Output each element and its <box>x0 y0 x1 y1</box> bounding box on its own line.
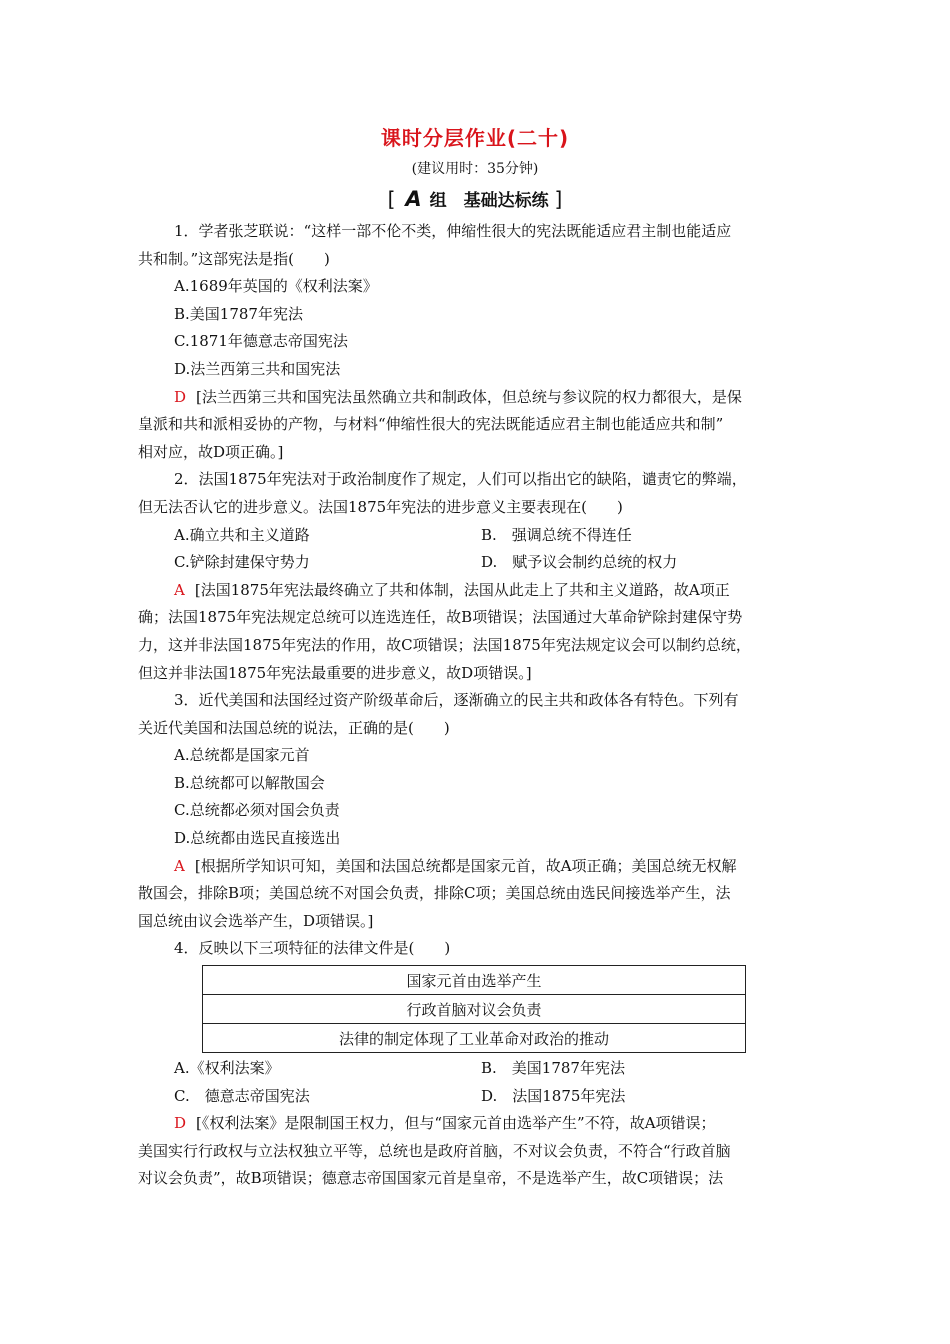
question-3-option-a: A.总统都是国家元首 <box>174 746 310 765</box>
questions <box>138 218 828 1193</box>
page-title: 课时分层作业(二十) <box>380 126 570 150</box>
question-4-option-c: C. 德意志帝国宪法 <box>174 1086 310 1105</box>
section-bracket-right: ] <box>554 187 563 211</box>
section-label: 组 基础达标练 <box>429 191 549 211</box>
question-3-explanation-line-1: A [根据所学知识可知，美国和法国总统都是国家元首，故A项正确；美国总统无权解 <box>174 856 737 875</box>
question-2-explanation-line-1: A [法国1875年宪法最终确立了共和体制，法国从此走上了共和主义道路，故A项正 <box>174 580 730 599</box>
question-2-explanation-line-4: 但这并非法国1875年宪法最重要的进步意义，故D项错误。] <box>138 663 532 682</box>
question-2-option-b: B. 强调总统不得连任 <box>481 525 632 544</box>
question-1-explanation-line-1: D [法兰西第三共和国宪法虽然确立共和制政体，但总统与参议院的权力都很大，是保 <box>174 387 742 406</box>
question-2-options-row-2 <box>138 549 828 577</box>
question-1-option-c: C.1871年德意志帝国宪法 <box>174 332 348 351</box>
table-row <box>203 995 746 1024</box>
section-heading <box>0 186 950 211</box>
question-1-explanation-line-2: 皇派和共和派相妥协的产物，与材料“伸缩性很大的宪法既能适应君主制也能适应共和制” <box>138 415 724 434</box>
table-row <box>203 966 746 995</box>
question-4-option-d: D. 法国1875年宪法 <box>481 1086 626 1105</box>
question-3-option-c: C.总统都必须对国会负责 <box>174 801 340 820</box>
question-4-option-a: A.《权利法案》 <box>174 1059 280 1078</box>
question-3-explanation-line-3: 国总统由议会选举产生，D项错误。] <box>138 911 374 930</box>
section-bracket-left: [ <box>387 187 396 211</box>
question-4-stem-line-1: 4．反映以下三项特征的法律文件是( ) <box>174 939 451 958</box>
question-3-stem-line-1: 3．近代美国和法国经过资产阶级革命后，逐渐确立的民主共和政体各有特色。下列有 <box>174 691 739 710</box>
question-2-option-c: C.铲除封建保守势力 <box>174 553 310 572</box>
question-1-stem-line-2: 共和制。”这部宪法是指( ) <box>138 249 330 268</box>
question-2-option-d: D. 赋予议会制约总统的权力 <box>481 553 678 572</box>
question-1-option-d: D.法兰西第三共和国宪法 <box>174 359 341 378</box>
table-row <box>203 1024 746 1053</box>
question-2-explanation-line-2: 确；法国1875年宪法规定总统可以连选连任，故B项错误；法国通过大革命铲除封建保守势 <box>138 608 743 627</box>
question-2-option-a: A.确立共和主义道路 <box>174 525 310 544</box>
question-1-option-b: B.美国1787年宪法 <box>174 304 303 323</box>
question-1-option-a: A.1689年英国的《权利法案》 <box>174 277 378 296</box>
table-cell: 法律的制定体现了工业革命对政治的推动 <box>203 1024 746 1053</box>
table-cell: 国家元首由选举产生 <box>203 966 746 995</box>
question-3-explanation-line-2: 散国会，排除B项；美国总统不对国会负责，排除C项；美国总统由选民间接选举产生，法 <box>138 884 731 903</box>
question-4-explanation-line-2: 美国实行行政权与立法权独立平等，总统也是政府首脑，不对议会负责，不符合“行政首脑 <box>138 1141 731 1160</box>
question-1-explanation-line-3: 相对应，故D项正确。] <box>138 442 284 461</box>
question-1-stem-line-1: 1．学者张芝联说：“这样一部不伦不类，伸缩性很大的宪法既能适应君主制也能适应 <box>174 222 732 240</box>
suggested-time: (建议用时：35分钟) <box>411 161 539 177</box>
question-4-explanation-line-1: D [《权利法案》是限制国王权力，但与“国家元首由选举产生”不符，故A项错误； <box>174 1114 716 1133</box>
group-letter: A <box>405 187 422 211</box>
question-3-option-b: B.总统都可以解散国会 <box>174 773 325 792</box>
question-4-answer: D <box>174 1114 187 1133</box>
question-4-feature-table <box>202 965 746 1053</box>
question-2-explanation-line-3: 力，这并非法国1875年宪法的作用，故C项错误；法国1875年宪法规定议会可以制约总统， <box>138 635 751 654</box>
question-4-options-row-1 <box>138 1055 828 1083</box>
question-2-stem-line-2: 但无法否认它的进步意义。法国1875年宪法的进步意义主要表现在( ) <box>138 497 623 516</box>
question-4-option-b: B. 美国1787年宪法 <box>481 1059 625 1078</box>
table-cell: 行政首脑对议会负责 <box>203 995 746 1024</box>
question-3-option-d: D.总统都由选民直接选出 <box>174 829 341 848</box>
question-4-options-row-2 <box>138 1083 828 1111</box>
question-3-stem-line-2: 关近代美国和法国总统的说法，正确的是( ) <box>138 718 450 737</box>
question-2-answer: A <box>174 580 185 599</box>
question-4-explanation-line-3: 对议会负责”，故B项错误；德意志帝国国家元首是皇帝，不是选举产生，故C项错误；法 <box>138 1169 724 1188</box>
question-2-stem-line-1: 2．法国1875年宪法对于政治制度作了规定，人们可以指出它的缺陷，谴责它的弊端， <box>174 470 747 489</box>
question-2-options-row-1 <box>138 522 828 550</box>
question-3-answer: A <box>174 856 185 875</box>
question-1-answer: D <box>174 387 187 406</box>
